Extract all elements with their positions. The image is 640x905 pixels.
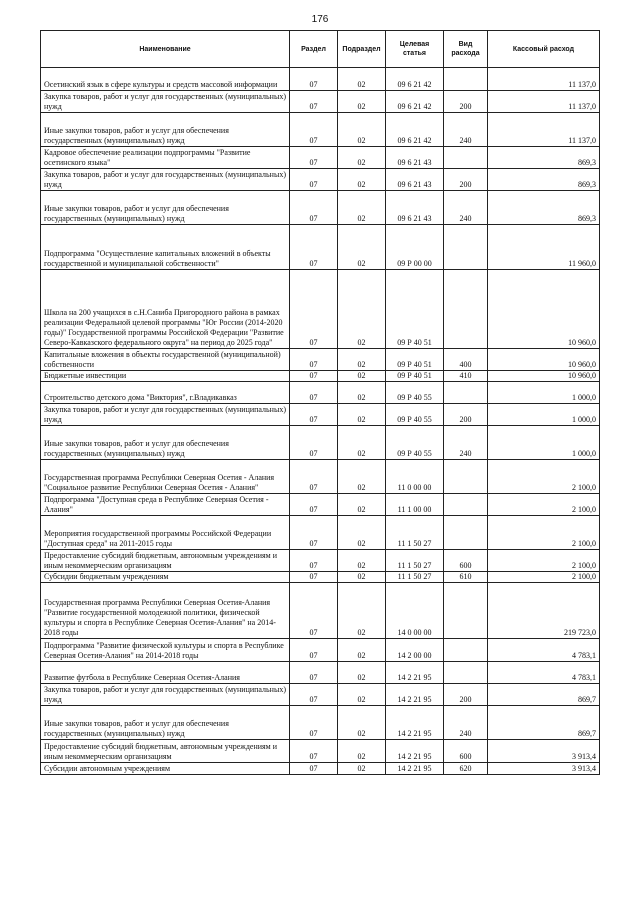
cell-section: 07 [290,169,338,191]
column-header-target: Целевая статья [386,31,444,68]
cell-section: 07 [290,404,338,426]
column-header-subsection: Подраздел [338,31,386,68]
column-header-expense: Вид расхода [444,31,488,68]
cell-subsection: 02 [338,763,386,775]
cell-subsection: 02 [338,91,386,113]
cell-name: Кадровое обеспечение реализации подпрограммы "Развитие осетинского языка" [41,147,290,169]
cell-subsection: 02 [338,270,386,349]
cell-subsection: 02 [338,516,386,550]
cell-section: 07 [290,706,338,740]
cell-amount: 10 960,0 [488,371,600,382]
table-row [41,684,600,706]
table-row [41,225,600,270]
cell-amount: 2 100,0 [488,516,600,550]
cell-expense: 200 [444,684,488,706]
table-row [41,426,600,460]
cell-name: Мероприятия государственной программы Российской Федерации "Доступная среда" на 2011-2015 годы [41,516,290,550]
table-row [41,91,600,113]
cell-target: 09 6 21 42 [386,68,444,91]
cell-expense [444,494,488,516]
cell-amount: 11 137,0 [488,68,600,91]
table-row [41,371,600,382]
cell-name: Подпрограмма "Доступная среда в Республике Северная Осетия - Алания" [41,494,290,516]
cell-name: Предоставление субсидий бюджетным, автономным учреждениям и иным некоммерческим организациям [41,550,290,572]
cell-target: 09 Р 40 51 [386,349,444,371]
cell-target: 14 2 21 95 [386,740,444,763]
cell-section: 07 [290,550,338,572]
cell-subsection: 02 [338,113,386,147]
page-number: 176 [311,14,329,25]
table-row [41,191,600,225]
cell-subsection: 02 [338,583,386,639]
cell-expense [444,68,488,91]
cell-target: 14 2 21 95 [386,763,444,775]
cell-subsection: 02 [338,349,386,371]
cell-expense: 240 [444,706,488,740]
cell-name: Субсидии бюджетным учреждениям [41,572,290,583]
cell-section: 07 [290,639,338,662]
cell-name: Иные закупки товаров, работ и услуг для обеспечения государственных (муниципальных) нужд [41,426,290,460]
cell-section: 07 [290,740,338,763]
cell-target: 09 Р 40 51 [386,371,444,382]
column-header-section: Раздел [290,31,338,68]
column-header-name: Наименование [41,31,290,68]
cell-subsection: 02 [338,706,386,740]
cell-target: 09 Р 40 55 [386,382,444,404]
cell-name: Развитие футбола в Республике Северная Осетия-Алания [41,662,290,684]
cell-section: 07 [290,684,338,706]
cell-amount: 869,3 [488,191,600,225]
cell-amount: 3 913,4 [488,740,600,763]
cell-section: 07 [290,147,338,169]
cell-amount: 1 000,0 [488,404,600,426]
cell-section: 07 [290,68,338,91]
cell-target: 14 0 00 00 [386,583,444,639]
cell-amount: 4 783,1 [488,662,600,684]
cell-expense: 600 [444,550,488,572]
cell-expense: 200 [444,91,488,113]
cell-subsection: 02 [338,382,386,404]
cell-target: 09 6 21 43 [386,169,444,191]
cell-amount: 869,3 [488,169,600,191]
table-row [41,349,600,371]
cell-expense [444,270,488,349]
cell-section: 07 [290,113,338,147]
cell-section: 07 [290,270,338,349]
cell-amount: 2 100,0 [488,460,600,494]
table-row [41,147,600,169]
cell-amount: 11 137,0 [488,91,600,113]
table-row [41,68,600,91]
cell-name: Иные закупки товаров, работ и услуг для обеспечения государственных (муниципальных) нужд [41,113,290,147]
table-row [41,583,600,639]
cell-amount: 219 723,0 [488,583,600,639]
cell-expense: 610 [444,572,488,583]
cell-name: Подпрограмма "Развитие физической культуры и спорта в Республике Северная Осетия-Алания" на 2014-2018 годы [41,639,290,662]
table-row [41,516,600,550]
cell-subsection: 02 [338,426,386,460]
cell-amount: 869,3 [488,147,600,169]
cell-amount: 869,7 [488,706,600,740]
cell-subsection: 02 [338,68,386,91]
cell-subsection: 02 [338,147,386,169]
cell-amount: 2 100,0 [488,550,600,572]
cell-expense [444,639,488,662]
cell-section: 07 [290,572,338,583]
cell-name: Школа на 200 учащихся в с.Н.Саниба Пригородного района в рамках реализации Федеральной целевой программы "Юг России (2014-2020 годы)" Государственной программы Российской Федерации "Развитие Северо-Кавказского федерального округа" на период до 2025 года" [41,270,290,349]
cell-amount: 11 960,0 [488,225,600,270]
cell-expense [444,225,488,270]
cell-target: 11 1 50 27 [386,572,444,583]
cell-name: Строительство детского дома "Виктория", г.Владикавказ [41,382,290,404]
table-body [41,68,600,775]
cell-target: 11 1 50 27 [386,516,444,550]
cell-name: Государственная программа Республики Северная Осетия-Алания "Развитие государственной молодежной политики, физической культуры и спорта в Республике Северная Осетия-Алания" на 2014-2018 годы [41,583,290,639]
cell-expense: 600 [444,740,488,763]
table-row [41,382,600,404]
cell-subsection: 02 [338,572,386,583]
cell-section: 07 [290,91,338,113]
cell-subsection: 02 [338,460,386,494]
cell-expense: 240 [444,426,488,460]
cell-name: Иные закупки товаров, работ и услуг для обеспечения государственных (муниципальных) нужд [41,706,290,740]
cell-expense: 200 [444,404,488,426]
table-row [41,572,600,583]
column-header-amount: Кассовый расход [488,31,600,68]
cell-subsection: 02 [338,662,386,684]
cell-subsection: 02 [338,404,386,426]
table-row [41,404,600,426]
cell-subsection: 02 [338,169,386,191]
cell-expense: 240 [444,191,488,225]
cell-target: 09 Р 00 00 [386,225,444,270]
cell-expense: 410 [444,371,488,382]
cell-name: Закупка товаров, работ и услуг для государственных (муниципальных) нужд [41,169,290,191]
table-row [41,270,600,349]
cell-amount: 3 913,4 [488,763,600,775]
cell-subsection: 02 [338,684,386,706]
cell-section: 07 [290,349,338,371]
cell-expense [444,382,488,404]
cell-target: 09 6 21 43 [386,147,444,169]
table-row [41,740,600,763]
cell-expense: 620 [444,763,488,775]
cell-target: 14 2 21 95 [386,684,444,706]
cell-target: 09 Р 40 55 [386,426,444,460]
cell-name: Закупка товаров, работ и услуг для государственных (муниципальных) нужд [41,91,290,113]
table-row [41,763,600,775]
cell-target: 11 0 00 00 [386,460,444,494]
cell-amount: 10 960,0 [488,270,600,349]
cell-expense [444,516,488,550]
table-row [41,169,600,191]
cell-section: 07 [290,583,338,639]
cell-subsection: 02 [338,550,386,572]
table-row [41,662,600,684]
cell-name: Иные закупки товаров, работ и услуг для обеспечения государственных (муниципальных) нужд [41,191,290,225]
table-row [41,494,600,516]
cell-name: Подпрограмма "Осуществление капитальных вложений в объекты государственной и муниципальной собственности" [41,225,290,270]
cell-section: 07 [290,494,338,516]
cell-target: 09 6 21 42 [386,113,444,147]
cell-name: Субсидии автономным учреждениям [41,763,290,775]
cell-target: 09 Р 40 51 [386,270,444,349]
cell-section: 07 [290,371,338,382]
cell-target: 14 2 00 00 [386,639,444,662]
table-header-row [41,31,600,68]
cell-target: 11 1 00 00 [386,494,444,516]
cell-target: 09 Р 40 55 [386,404,444,426]
table-row [41,550,600,572]
cell-target: 14 2 21 95 [386,662,444,684]
cell-amount: 1 000,0 [488,426,600,460]
cell-section: 07 [290,516,338,550]
cell-target: 09 6 21 43 [386,191,444,225]
cell-target: 09 6 21 42 [386,91,444,113]
cell-name: Капитальные вложения в объекты государственной (муниципальной) собственности [41,349,290,371]
cell-name: Предоставление субсидий бюджетным, автономным учреждениям и иным некоммерческим организациям [41,740,290,763]
cell-amount: 2 100,0 [488,494,600,516]
cell-name: Закупка товаров, работ и услуг для государственных (муниципальных) нужд [41,404,290,426]
cell-expense: 400 [444,349,488,371]
cell-amount: 10 960,0 [488,349,600,371]
table-row [41,639,600,662]
table-row [41,113,600,147]
cell-subsection: 02 [338,225,386,270]
cell-amount: 4 783,1 [488,639,600,662]
cell-amount: 869,7 [488,684,600,706]
cell-subsection: 02 [338,494,386,516]
cell-amount: 1 000,0 [488,382,600,404]
cell-target: 14 2 21 95 [386,706,444,740]
cell-name: Бюджетные инвестиции [41,371,290,382]
cell-expense [444,460,488,494]
table-row [41,706,600,740]
cell-expense: 200 [444,169,488,191]
cell-subsection: 02 [338,639,386,662]
cell-section: 07 [290,460,338,494]
cell-subsection: 02 [338,740,386,763]
cell-section: 07 [290,191,338,225]
cell-expense [444,147,488,169]
table-row [41,460,600,494]
cell-section: 07 [290,225,338,270]
cell-amount: 11 137,0 [488,113,600,147]
cell-name: Закупка товаров, работ и услуг для государственных (муниципальных) нужд [41,684,290,706]
cell-target: 11 1 50 27 [386,550,444,572]
cell-name: Государственная программа Республики Северная Осетия - Алания "Социальное развитие Республики Северная Осетия - Алания" [41,460,290,494]
cell-expense [444,662,488,684]
cell-amount: 2 100,0 [488,572,600,583]
cell-expense [444,583,488,639]
budget-table [40,30,600,775]
cell-subsection: 02 [338,371,386,382]
cell-section: 07 [290,426,338,460]
cell-section: 07 [290,763,338,775]
cell-subsection: 02 [338,191,386,225]
cell-section: 07 [290,662,338,684]
cell-section: 07 [290,382,338,404]
cell-name: Осетинский язык в сфере культуры и средств массовой информации [41,68,290,91]
cell-expense: 240 [444,113,488,147]
